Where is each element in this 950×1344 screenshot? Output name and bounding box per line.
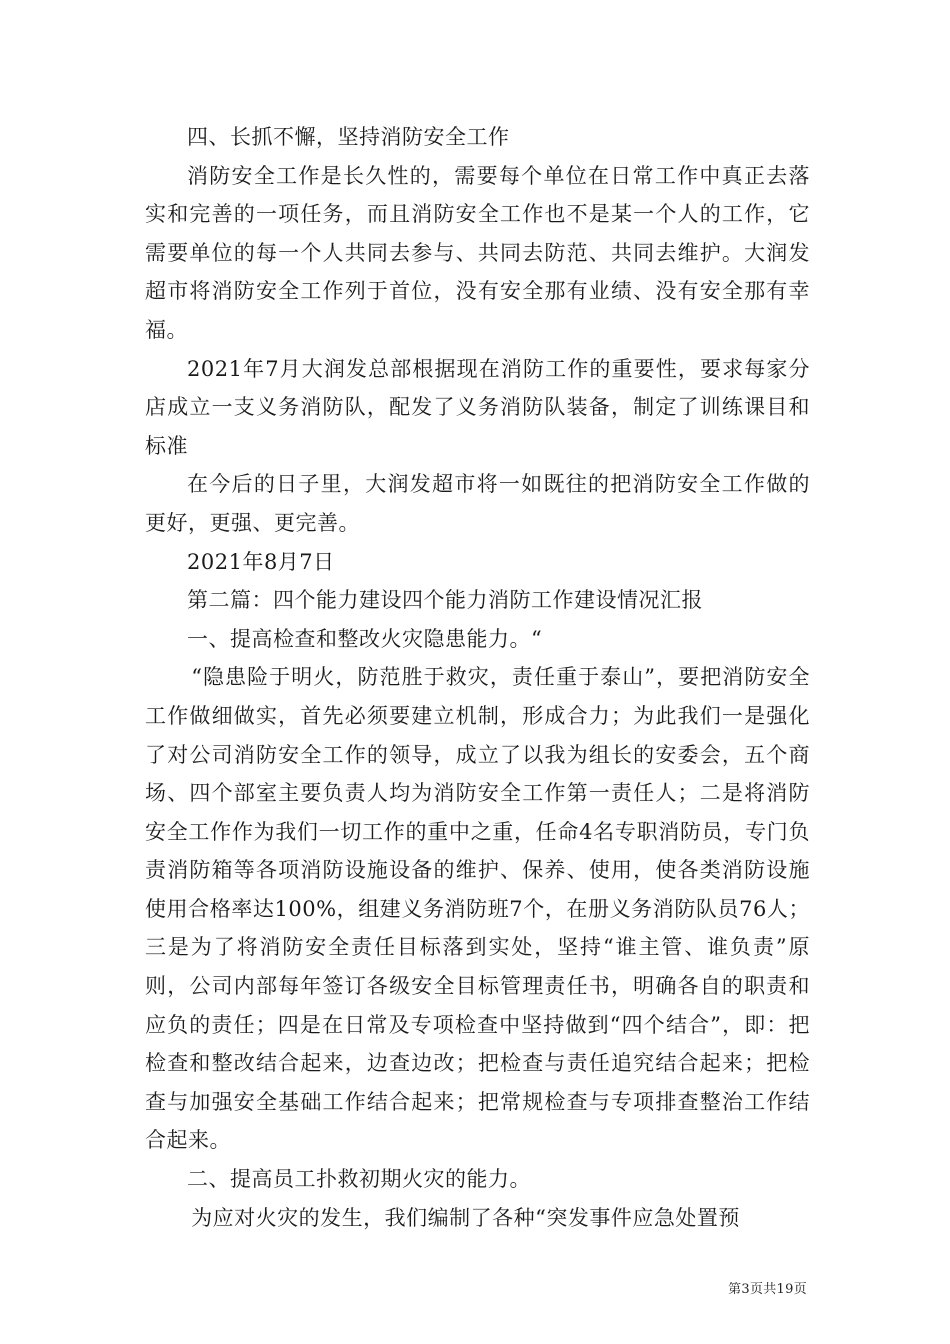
paragraph-fire-safety-long-term: 消防安全工作是长久性的，需要每个单位在日常工作中真正去落实和完善的一项任务，而且消防安全工作也不是某一个人的工作，它需要单位的每一个人共同去参与、共同去防范、共同去维护。大润发超市将消防安全工作列于首位，没有安全那有业绩、没有安全那有幸福。 — [145, 163, 810, 342]
paragraph-future-outlook: 在今后的日子里，大润发超市将一如既往的把消防安全工作做的更好，更强、更完善。 — [145, 472, 810, 535]
section-heading-2: 二、提高员工扑救初期火灾的能力。 — [187, 1167, 531, 1192]
second-article-title: 第二篇：四个能力建设四个能力消防工作建设情况汇报 — [187, 588, 703, 613]
page-number-footer: 第3页共19页 — [728, 1282, 807, 1297]
document-date: 2021年8月7日 — [187, 549, 335, 574]
section-heading-1: 一、提高检查和整改火灾隐患能力。“ — [187, 626, 543, 651]
section-heading-4: 四、长抓不懈，坚持消防安全工作 — [187, 125, 510, 149]
paragraph-inspection-mechanism: “隐患险于明火，防范胜于救灾，责任重于泰山”，要把消防安全工作做细做实，首先必须要建立机制，形成合力；为此我们一是强化了对公司消防安全工作的领导，成立了以我为组长的安委会，五个商场、四个部室主要负责人均为消防安全工作第一责任人；二是将消防安全工作作为我们一切工作的重中之重，任命4名专职消防员，专门负责消防箱等各项消防设施设备的维护、保养、使用，使各类消防设施使用合格率达100%，组建义务消防班7个，在册义务消防队员76人；三是为了将消防安全责任目标落到实处，坚持“谁主管、谁负责”原则，公司内部每年签订各级安全目标管理责任书，明确各自的职责和应负的责任；四是在日常及专项检查中坚持做到“四个结合”，即：把检查和整改结合起来，边查边改；把检查与责任追究结合起来；把检查与加强安全基础工作结合起来；把常规检查与专项排查整治工作结合起来。 — [145, 665, 810, 1153]
paragraph-emergency-plan: 为应对火灾的发生，我们编制了各种“突发事件应急处置预 — [191, 1205, 740, 1230]
paragraph-volunteer-fire-team: 2021年7月大润发总部根据现在消防工作的重要性，要求每家分店成立一支义务消防队，配发了义务消防队装备，制定了训练课目和标准 — [145, 356, 810, 458]
document-body — [145, 118, 810, 1237]
